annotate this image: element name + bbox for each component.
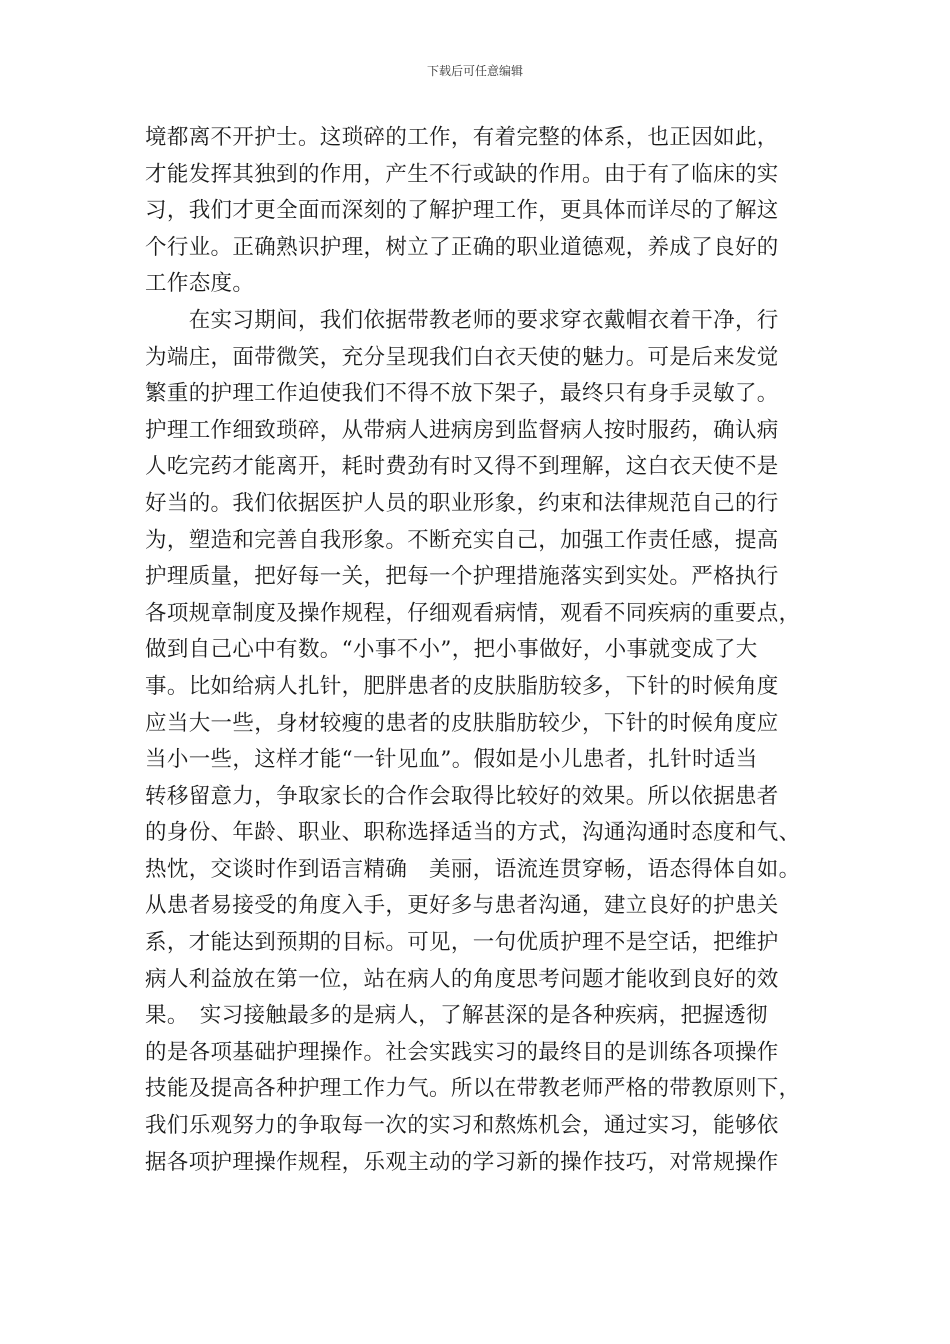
text-line: 应当大一些，身材较瘦的患者的皮肤脂肪较少，下针的时候角度应 bbox=[145, 710, 779, 736]
text-line: 的身份、年龄、职业、职称选择适当的方式，沟通沟通时态度和气、 bbox=[145, 820, 801, 846]
text-line: 护理质量，把好每一关，把每一个护理措施落实到实处。严格执行 bbox=[145, 564, 779, 590]
text-line: 做到自己心中有数。“小事不小”，把小事做好，小事就变成了大 bbox=[145, 637, 758, 663]
text-line: 习，我们才更全面而深刻的了解护理工作，更具体而详尽的了解这 bbox=[145, 198, 779, 224]
text-line: 在实习期间，我们依据带教老师的要求穿衣戴帽衣着干净，行 bbox=[145, 307, 779, 333]
text-line: 我们乐观努力的争取每一次的实习和熬炼机会，通过实习，能够依 bbox=[145, 1113, 779, 1139]
text-line: 工作态度。 bbox=[145, 271, 255, 297]
text-line: 才能发挥其独到的作用，产生不行或缺的作用。由于有了临床的实 bbox=[145, 161, 779, 187]
text-line: 转移留意力，争取家长的合作会取得比较好的效果。所以依据患者 bbox=[145, 783, 779, 809]
document-body bbox=[145, 120, 825, 1181]
text-line: 当小一些，这样才能“一针见血”。假如是小儿患者，扎针时适当 bbox=[145, 747, 758, 773]
text-line: 技能及提高各种护理工作力气。所以在带教老师严格的带教原则下， bbox=[145, 1076, 801, 1102]
text-line: 各项规章制度及操作规程，仔细观看病情，观看不同疾病的重要点， bbox=[145, 600, 801, 626]
text-line: 护理工作细致琐碎，从带病人进病房到监督病人按时服药，确认病 bbox=[145, 417, 779, 443]
text-line: 系，才能达到预期的目标。可见，一句优质护理不是空话，把维护 bbox=[145, 930, 779, 956]
text-line: 的是各项基础护理操作。社会实践实习的最终目的是训练各项操作 bbox=[145, 1039, 779, 1065]
text-line: 人吃完药才能离开，耗时费劲有时又得不到理解，这白衣天使不是 bbox=[145, 454, 779, 480]
text-line: 繁重的护理工作迫使我们不得不放下架子，最终只有身手灵敏了。 bbox=[145, 381, 779, 407]
text-line: 果。 实习接触最多的是病人，了解甚深的是各种疾病，把握透彻 bbox=[145, 1003, 768, 1029]
text-line: 为端庄，面带微笑，充分呈现我们白衣天使的魅力。可是后来发觉 bbox=[145, 344, 779, 370]
text-line: 为，塑造和完善自我形象。不断充实自己，加强工作责任感，提高 bbox=[145, 527, 779, 553]
text-line: 据各项护理操作规程，乐观主动的学习新的操作技巧，对常规操作 bbox=[145, 1149, 779, 1175]
text-line: 从患者易接受的角度入手，更好多与患者沟通，建立良好的护患关 bbox=[145, 893, 779, 919]
text-line: 病人利益放在第一位，站在病人的角度思考问题才能收到良好的效 bbox=[145, 966, 779, 992]
text-line: 好当的。我们依据医护人员的职业形象，约束和法律规范自己的行 bbox=[145, 490, 779, 516]
text-line: 事。比如给病人扎针，肥胖患者的皮肤脂肪较多，下针的时候角度 bbox=[145, 673, 779, 699]
page-header-note: 下载后可任意编辑 bbox=[426, 64, 523, 78]
text-line: 个行业。正确熟识护理，树立了正确的职业道德观，养成了良好的 bbox=[145, 234, 779, 260]
text-line: 热忱，交谈时作到语言精确 美丽，语流连贯穿畅，语态得体自如。 bbox=[145, 856, 801, 882]
text-line: 境都离不开护士。这琐碎的工作，有着完整的体系，也正因如此， bbox=[145, 125, 779, 150]
